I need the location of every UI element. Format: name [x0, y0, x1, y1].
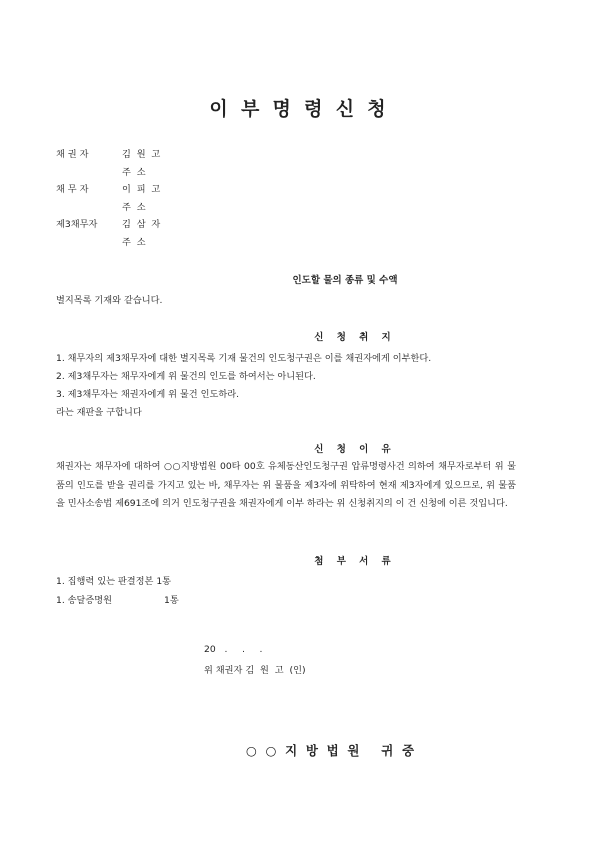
- party-name-creditor: 김 원 고: [122, 149, 161, 160]
- party-address-third-debtor: 주 소: [122, 237, 146, 248]
- party-name-third-debtor: 김 삼 자: [122, 219, 161, 230]
- goods-heading: 인도할 물의 종류 및 수액: [292, 275, 398, 286]
- purpose-item-1: 1. 채무자의 제3채무자에 대한 별지목록 기재 물건의 인도청구권은 이를 채권자에게 이부한다.: [56, 353, 432, 364]
- party-name-debtor: 이 피 고: [122, 184, 161, 195]
- party-label-third-debtor: 제3채무자: [56, 219, 98, 230]
- reason-paragraph: 채권자는 채무자에 대하여 ○○지방법원 00타 00호 유체동산인도청구권 압류명령사건 의하여 채무자로부터 위 물품의 인도를 받을 권리를 가지고 있는 바, 채무자는 위 물품을 제3자에 위탁하여 현재 제3자에게 있으므로, 위 물품을 민사소송법 제691조에 의거 인도청구권을 채권자에게 이부 하라는 위 신청취지의 이 건 신청에 이른 것입니다.: [56, 461, 516, 509]
- date-line: 20 . . .: [204, 644, 263, 655]
- party-label-debtor: 채 무 자: [56, 184, 89, 195]
- party-label-creditor: 채 권 자: [56, 149, 89, 160]
- attachment-item-2: 1. 송달증명원: [56, 595, 113, 606]
- purpose-heading: 신 청 취 지: [314, 332, 391, 343]
- purpose-item-2: 2. 제3채무자는 채무자에게 위 물건의 인도를 하여서는 아니된다.: [56, 371, 316, 382]
- purpose-closing: 라는 재판을 구합니다: [56, 407, 142, 418]
- court-addressee: ○ ○ 지 방 법 원 귀 중: [245, 743, 415, 758]
- party-address-creditor: 주 소: [122, 167, 146, 178]
- reason-heading: 신 청 이 유: [314, 444, 391, 455]
- attachment-item-1: 1. 집행력 있는 판결정본 1통: [56, 576, 172, 587]
- goods-text: 별지목록 기재와 같습니다.: [56, 295, 163, 306]
- attachment-item-2-count: 1통: [164, 595, 179, 606]
- party-address-debtor: 주 소: [122, 202, 146, 213]
- attachments-heading: 첨 부 서 류: [314, 556, 391, 567]
- signature-line: 위 채권자 김 원 고 (인): [204, 665, 306, 676]
- purpose-item-3: 3. 제3채무자는 채권자에게 위 물건 인도하라.: [56, 389, 240, 400]
- document-title: 이 부 명 령 신 청: [209, 98, 386, 120]
